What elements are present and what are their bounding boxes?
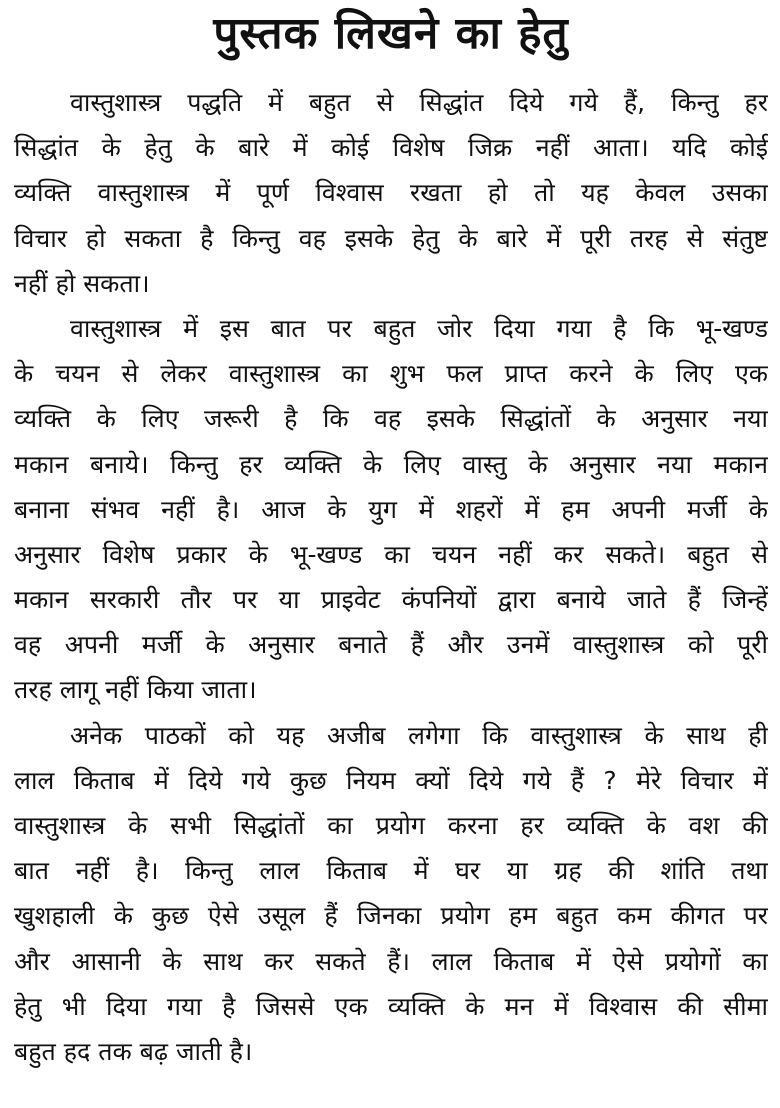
text-line: बात नहीं है। किन्तु लाल किताब में घर या ग्रह की शांति तथा	[14, 856, 768, 886]
text-line: व्यक्ति वास्तुशास्त्र में पूर्ण विश्वास रखता हो तो यह केवल उसका	[14, 178, 768, 208]
text-line: के चयन से लेकर वास्तुशास्त्र का शुभ फल प्राप्त करने के लिए एक	[14, 359, 768, 389]
text-line: वास्तुशास्त्र में इस बात पर बहुत जोर दिया गया है कि भू-खण्ड	[70, 313, 768, 343]
text-line: व्यक्ति के लिए जरूरी है कि वह इसके सिद्धांतों के अनुसार नया	[14, 404, 768, 434]
paragraph-2	[14, 306, 768, 713]
text-line: विचार हो सकता है किन्तु वह इसके हेतु के बारे में पूरी तरह से संतुष्ट	[14, 223, 768, 253]
text-line: वास्तुशास्त्र पद्धति में बहुत से सिद्धांत दिये गये हैं, किन्तु हर	[70, 88, 768, 117]
paragraph-1	[14, 80, 768, 306]
text-line: तरह लागू नहीं किया जाता।	[14, 675, 257, 705]
text-line: वह अपनी मर्जी के अनुसार बनाते हैं और उनमें वास्तुशास्त्र को पूरी	[14, 630, 768, 660]
page-title: पुस्तक लिखने का हेतु	[213, 8, 569, 59]
body-text	[14, 80, 768, 1074]
text-line: खुशहाली के कुछ ऐसे उसूल हैं जिनका प्रयोग हम बहुत कम कीगत पर	[14, 901, 768, 931]
text-line: मकान सरकारी तौर पर या प्राइवेट कंपनियों द्वारा बनाये जाते हैं जिन्हें	[14, 585, 768, 615]
text-line: नहीं हो सकता।	[14, 268, 150, 298]
text-line: बनाना संभव नहीं है। आज के युग में शहरों में हम अपनी मर्जी के	[14, 494, 768, 524]
text-line: हेतु भी दिया गया है जिससे एक व्यक्ति के मन में विश्वास की सीमा	[14, 991, 768, 1021]
text-line: और आसानी के साथ कर सकते हैं। लाल किताब में ऐसे प्रयोगों का	[14, 946, 768, 976]
text-line: बहुत हद तक बढ़ जाती है।	[14, 1036, 253, 1066]
text-line: मकान बनाये। किन्तु हर व्यक्ति के लिए वास्तु के अनुसार नया मकान	[14, 449, 768, 479]
text-line: सिद्धांत के हेतु के बारे में कोई विशेष जिक्र नहीं आता। यदि कोई	[14, 133, 768, 163]
text-line: अनुसार विशेष प्रकार के भू-खण्ड का चयन नहीं कर सकते। बहुत से	[14, 539, 768, 569]
paragraph-3	[14, 713, 768, 1075]
text-line: लाल किताब में दिये गये कुछ नियम क्यों दिये गये हैं ? मेरे विचार में	[14, 765, 768, 795]
text-line: अनेक पाठकों को यह अजीब लगेगा कि वास्तुशास्त्र के साथ ही	[70, 720, 768, 750]
text-line: वास्तुशास्त्र के सभी सिद्धांतों का प्रयोग करना हर व्यक्ति के वश की	[14, 811, 768, 840]
